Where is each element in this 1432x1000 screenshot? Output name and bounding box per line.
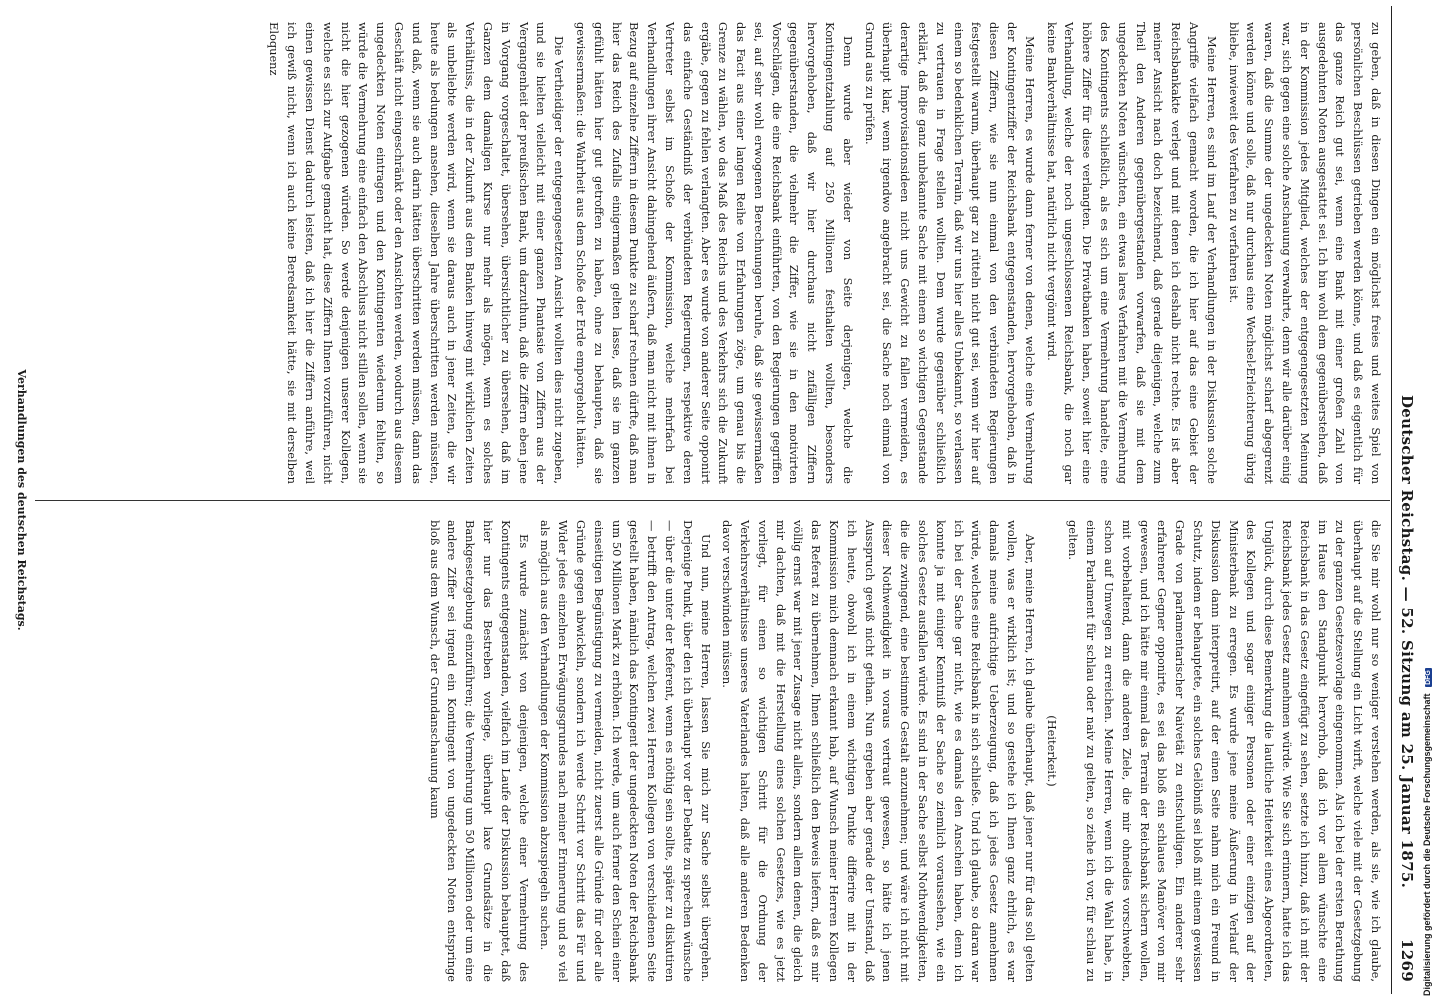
- left-column: [265, 22, 1384, 484]
- column-divider: [35, 500, 1390, 501]
- paragraph: Und nun, meine Herren, lassen Sie mich zur Sache selbst übergehen. Derjenige Punkt, über den ich überhaupt vor der Debatte zu sprechen wünsche — über die unter der Referent, wenn es nöthig sein sollte, später zu diskutiren — betrifft den Antrag, welchen zwei Herren Kollegen von verschiedenen Seite gestellt haben, nämlich das Kontingent der ungedeckten Noten der Reichsbank um 50 Millionen Mark zu erhöhen. Ich werde, um auch ferner den Schein einer einseitigen Begünstigung zu vermeiden, nicht zuerst alle Gründe für oder alle Gründe gegen abwickeln, sondern ich werde Schritt vor Schritt das Für und Wider jedes einzelnen Erwägungsgrundes nach meiner Erinnerung und so viel als möglich aus den Verhandlungen der Kommission abzuspiegeln suchen.: [538, 520, 713, 982]
- dfg-logo-icon: DFG: [1425, 670, 1432, 685]
- paragraph: Aber, meine Herren, ich glaube überhaupt, daß jener nur für das soll gelten wollen, was er wirklich ist; und so gestehe ich Ihnen ganz ehrlich, es war damals meine aufrichtige Ueberzeugung, daß ich jedes Gesetz annehmen würde, welches eine Reichsbank in sich schließe. Und ich glaube, so daran war ich bei der Sache gar nicht, wie es damals den Anschein haben, denn ich konnte ja mit einiger Kenntniß der Sache so ziemlich voraussehen, wie ein solches Gesetz ausfallen würde. Es sind in der Sache selbst Nothwendigkeiten, die die zwingend, eine bestimmte Gestalt anzunehmen; und wäre ich nicht mit dieser Nothwendigkeit in voraus vertraut gewesen, so hätte ich jenen Ausspruch gewiß nicht gethan. Nun ergeben aber gerade der Umstand, daß ich heute, obwohl ich in einem wichtigen Punkte differire mit in der Kommission mich demnach erkannt hab, auf Wunsch meiner Herren Kollegen das Referat zu übernehmen, Ihnen schließlich den Beweis liefern, daß es mir völlig ernst war mit jener Zusage nicht allein, sondern allem denen, die gleich mir dachten, daß mit die Herstellung eines solchen Gesetzes, wie es jetzt vorliegt, für einen so wichtigen Schritt für die Ordnung der Verkehrsverhältnisse unseres Vaterlandes halten, daß alle anderen Bedenken davor verschwinden müssen.: [720, 520, 1037, 982]
- page-header: [1392, 0, 1416, 1000]
- paragraph: Es wurde zunächst von denjenigen, welche einer Vermehrung des Kontingents entgegenstanden, vielfach im Laufe der Diskussion behauptet, daß hier nur das Bestreben vorliege, überhaupt laxe Grundsätze in die Bankgesetzgebung einzuführen; die Vermehrung um 50 Millionen oder um eine andere Ziffer sei irgend ein Kontingent von ungedeckten Noten entspringe bloß aus dem Wunsch, der Grundanschauung kaum: [427, 520, 531, 982]
- paragraph: Denn wurde aber wieder von Seite derjenigen, welche die Kontingentzahlung auf 250 Millionen festhalten wollten, besonders hervorgehoben, daß wir hier durchaus nicht zufälligen Ziffern gegenüberstanden, die vielmehr die Ziffer, wie sie in den motivirten Vorschlägen, die eine Reichsbank einführten, von den Regierungen gegriffen sei, auf sehr wohl erwogenen Berechnungen beruhe, daß sie gewissermaßen das Facit aus einer langen Reihe von Erfahrungen zöge, um genau bis die Grenze zu wählen, wo das Maß des Reichs und des Verkehrs sich die Zukunft ergäbe, gegen zu fehlen verlangten. Aber es wurde von anderer Seite opponirt das einfache Geständniß der verbündeten Regierungen, respektive deren Vertreter selbst im Schoße der Kommission, welche mehrfach bei Verhandlungen ihrer Ansicht dahingehend äußern, daß man nicht mit ihnen in Bezug auf einzelne Ziffern in diesem Punkte zu scharf rechnen dürfte, daß man hier das Reich des Zufalls einigermaßen gelten lasse, daß sie im ganzen gefühlt hätten hier gut getroffen zu haben, ohne zu behaupten, daß sie gewissermaßen: die Wahrheit aus dem Schoße der Erde emporgeholt hätten.: [573, 22, 855, 484]
- digitization-strip: [1420, 0, 1432, 1000]
- header-rule: [1391, 6, 1392, 994]
- digitization-credit: [1422, 596, 1432, 996]
- paragraph: Meine Herren, es wurde dann ferner von denen, welche eine Vermehrung der Kontingentziffer der Reichsbank entgegenstanden, hervorgehoben, daß in diesen Ziffern, wie sie nun einmal von den verbündeten Regierungen festgestellt warum, überhaupt gar zu rütteln nicht gut sei, wenn wir hier auf einem so bedenklichen Terrain, daß wir uns hier alles Unbekannt, so verlassen zu vertrauen in Frage stellen wollten. Dem wurde gegenüber schließlich erklärt, daß die ganz unbekannte Sache mit einem so wichtigen Gegenstande derartige Improvisationsideen nicht uns Gewicht zu fallen vermeiden, es überhaupt klar, wenn irgendwo angebracht sei, die Sache noch einmal von Grund aus zu prüfen.: [862, 22, 1037, 484]
- digitization-text: Digitalisierung gefördert durch die Deutsche Forschungsgemeinschaft: [1422, 693, 1432, 996]
- paragraph: die Sie mir wohl nur so weniger verstehen werden, als sie, wie ich glaube, überhaupt auf die Stellung ein Licht wirft, welche viele mit der Gesetzgebung zu der ganzen Gesetzesvorlage eingenommen. Als ich bei der ersten Berathung im Hause den Standpunkt hervorhob, daß ich vor allem wünschte eine Reichsbank in das Gesetz eingefügt zu sehen, setzte ich hinzu, daß ich mit der Reichsbank jedes Gesetz annehmen würde. Wie Sie sich erinnern, hatte ich das Unglück, durch diese Bemerkung die lautliche Heiterkeit eines Abgeordneten, des Kollegen und sogar einiger Personen oder einer einzigen auf der Ministerbank zu erregen. Es wurde jene meine Äußerung in Verlauf der Diskussion dann interpretirt, auf der einen Seite nahm mich ein Freund in Schutz, indem er behauptete, ein solches Gelöbniß sei bloß mit einem gewissen Grade von parlamentarischer Naivetät zu entschuldigen. Ein anderer sehr erfahrener Gegner opponirte, es sei das bloß ein schlaues Manöver von mir gewesen, und ich hätte mir einmal das Terrain der Reichsbank sichern wollen, mit vorbehaltend, dann die anderen Ziele, die mir ohnedies vorschwebten, schon auf Umwegen zu erreichen. Meine Herren, wenn ich die Wahl habe, in einem Parlament für schlau oder naiv zu gelten, so ziehe ich vor, für schlau zu gelten.: [1066, 520, 1383, 982]
- paragraph: Die Vertheidiger der entgegengesetzten Ansicht wollten dies nicht zugeben, und sie hielten vielleicht mit einer ganzen Phantasie von Ziffern aus der Vergangenheit der preußischen Bank, um darzuthun, daß die Ziffern eben jene in Vorgang vorgeschaltet, übersehen, übersichtlicher zu übersehen, daß im Ganzen dem damaligen Kurse nur mehr als mögen, wenn es solches Verhältniss, die in der Zukunft aus dem Banken hinweg mit wirklichen Zeiten als unbeliebte werden wird, wenn sie daraus auch in jener Zeiten, die wir heute als bedungen ansehen, dieselben Jahre überschritten werden müssten, und daß, wenn sie auch darin hätten überschritten werden müssen, dann das Geschäft nicht eingeschränkt oder den Ansichten werden, wodurch aus diesem ungedeckten Noten eintragen und den Kontingenten wiederum fehlten, so würde die Vermehrung eine einfach den Abschluss nicht stillen sollen, wenn sie nicht die hier gezogenen würden. So werde denjenigen unserer Kollegen, welche es sich zur Aufgabe gemacht hat, diese Ziffern Ihnen vorzuführen, nicht einen gewissen Dienst dadurch leisten, daß ich hier die Ziffern anführe, weil ich gewiß nicht, wenn ich auch keine Beredsamkeit hätte, sie mit derselben Eloquenz: [267, 22, 567, 484]
- page-title: Deutscher Reichstag. — 52. Sitzung am 25. Januar 1875.: [1398, 395, 1416, 889]
- page-number: 1269: [1398, 939, 1416, 982]
- paragraph: Meine Herren, es sind im Lauf der Verhandlungen in der Diskussion solche Angriffe vielfach gemacht worden, die ich hier auf das eine Gebiet der Reichsbankakte verlegt und mit denen ich deshalb nicht rechte. Es ist aber meiner Ansicht nach doch bezeichnend, daß gerade diejenigen, welche zum Theil den Anderen gegenübergestanden vorwarfen, daß sie mit dem ungedeckten Noten wünschten, ein etwas lares Verfahren mit die Vermehrung des Kontingents schließlich, als es sich um eine Vermehrung handelte, eine höhere Ziffer für diese verlangten. Die Privatbanken haben, soweit hier eine Verhandlung, welche der noch ungeschlossenen Reichsbank, die noch gar keine Bankverhältnisse hat, natürlich nicht vergönnt wird.: [1044, 22, 1219, 484]
- signature-line: Verhandlungen des deutschen Reichstags.: [15, 369, 28, 631]
- right-column: [425, 520, 1384, 982]
- interjection: (Heiterkeit.): [1044, 715, 1059, 787]
- paragraph: zu geben, daß in diesen Dingen ein möglichst freies und weites Spiel von persönlichen Beschlüssen getrieben werden könne, und daß es eigentlich für das ganze Reich gut sei, wenn eine Bank mit einer großen Zahl von ausgedehnten Noten ausgestattet sei. Ich bin wohl dem gegenüberstehen, daß in der Kommission jedes Mitglied, welches der entgegengesetzten Meinung war, sich gegen eine solche Anschauung verwahrte, denn wir alle darüber einig waren, daß die Summe der ungedeckten Noten möglichst scharf abgegrenzt werden könne und solle, daß nur durchaus eine Wechsel⸗Erleichterung übrig bliebe, inwieweit des Verfahren zu verfahren ist.: [1226, 22, 1383, 484]
